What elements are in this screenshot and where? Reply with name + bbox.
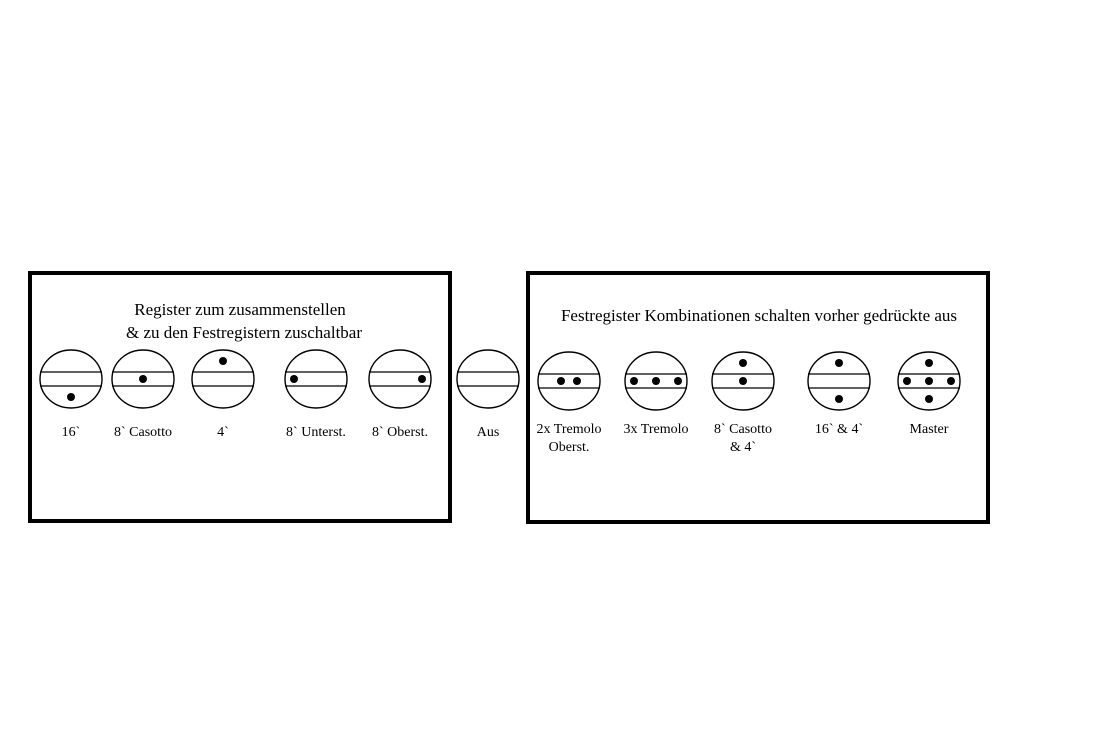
register-1-switch[interactable] bbox=[40, 350, 102, 440]
combination-4-dot-top bbox=[835, 359, 843, 367]
register-1-dot-bottom bbox=[67, 393, 75, 401]
combination-5-dot-right bbox=[947, 377, 955, 385]
left-register-group bbox=[40, 350, 431, 440]
left-panel-title-line1: Register zum zusammenstellen bbox=[134, 300, 346, 319]
register-4-label: 8` Unterst. bbox=[286, 425, 346, 440]
combination-5-label: Master bbox=[909, 422, 949, 437]
combination-3-dot-center bbox=[739, 377, 747, 385]
off-label: Aus bbox=[476, 425, 500, 440]
combination-1-label: 2x Tremolo bbox=[536, 422, 602, 437]
register-5-dot-right bbox=[418, 375, 426, 383]
off-switch[interactable] bbox=[457, 350, 519, 440]
register-2-label: 8` Casotto bbox=[114, 425, 172, 440]
combination-5-dot-bottom bbox=[925, 395, 933, 403]
combination-group bbox=[537, 352, 960, 455]
combination-1-dot-center-right bbox=[573, 377, 581, 385]
combination-4-switch[interactable] bbox=[808, 352, 870, 437]
combination-3-label-line2: & 4` bbox=[729, 440, 757, 455]
combination-3-label: 8` Casotto bbox=[714, 422, 772, 437]
combination-5-dot-center bbox=[925, 377, 933, 385]
off-switch-group bbox=[457, 350, 519, 440]
combination-5-switch[interactable] bbox=[898, 352, 960, 437]
register-5-label: 8` Oberst. bbox=[372, 425, 428, 440]
combination-3-switch[interactable] bbox=[712, 352, 774, 455]
register-3-dot-top bbox=[219, 357, 227, 365]
combination-4-label: 16` & 4` bbox=[814, 422, 864, 437]
register-2-switch[interactable] bbox=[112, 350, 174, 440]
register-1-label: 16` bbox=[61, 425, 81, 440]
left-panel bbox=[30, 273, 450, 521]
combination-2-dot-left bbox=[630, 377, 638, 385]
combination-2-dot-right bbox=[674, 377, 682, 385]
combination-1-switch-circle[interactable] bbox=[538, 352, 600, 410]
combination-5-dot-left bbox=[903, 377, 911, 385]
combination-3-dot-top bbox=[739, 359, 747, 367]
register-3-switch[interactable] bbox=[192, 350, 254, 440]
right-panel-title: Festregister Kombinationen schalten vorher gedrückte aus bbox=[560, 306, 958, 325]
combination-2-label: 3x Tremolo bbox=[623, 422, 689, 437]
combination-4-dot-bottom bbox=[835, 395, 843, 403]
combination-1-switch[interactable] bbox=[537, 352, 602, 455]
combination-2-switch[interactable] bbox=[624, 352, 689, 437]
off-switch-circle[interactable] bbox=[457, 350, 519, 408]
register-4-dot-left bbox=[290, 375, 298, 383]
left-panel-title-line2: & zu den Festregistern zuschaltbar bbox=[125, 323, 363, 342]
combination-5-dot-top bbox=[925, 359, 933, 367]
combination-1-label-line2: Oberst. bbox=[548, 440, 590, 455]
register-5-switch[interactable] bbox=[369, 350, 431, 440]
register-2-dot-center bbox=[139, 375, 147, 383]
right-panel bbox=[528, 273, 988, 522]
register-4-switch[interactable] bbox=[285, 350, 347, 440]
combination-1-dot-center-left bbox=[557, 377, 565, 385]
combination-2-dot-center bbox=[652, 377, 660, 385]
register-3-label: 4` bbox=[217, 425, 229, 440]
